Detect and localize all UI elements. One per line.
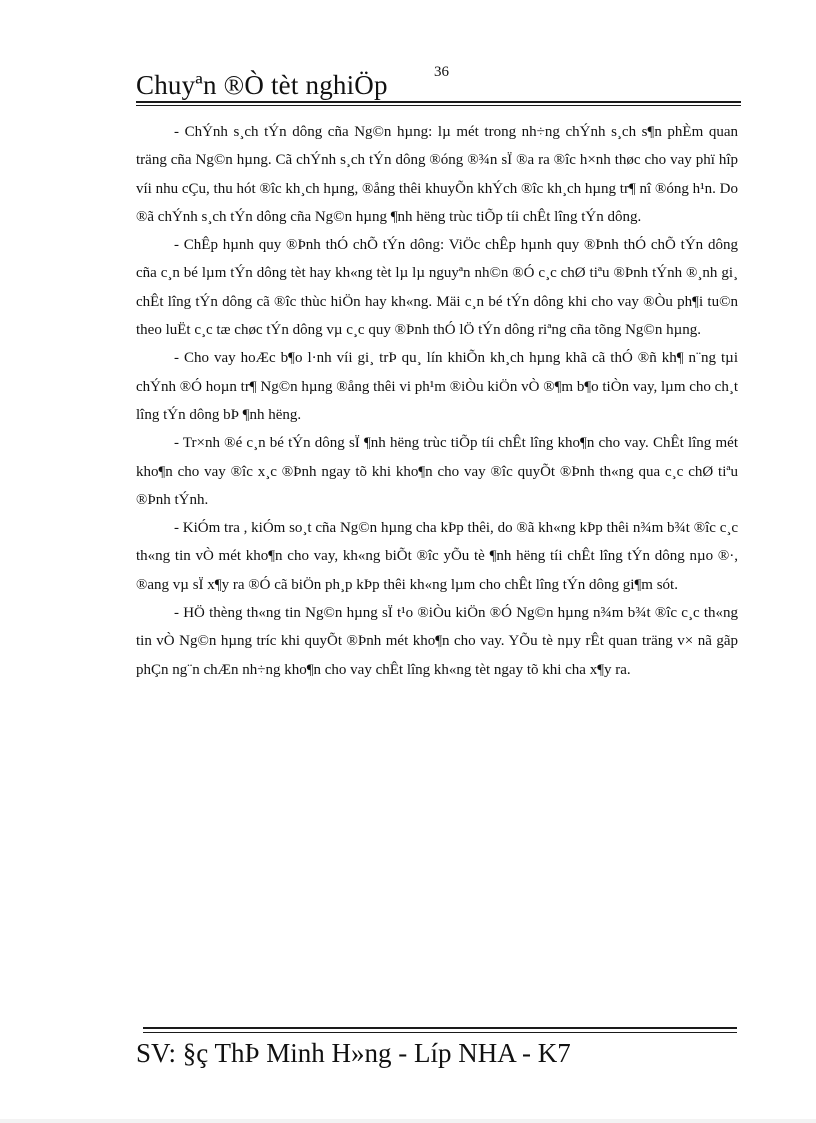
paragraph: - Cho vay hoÆc b¶o l·nh víi gi¸ trÞ qu¸ lín khiÕn kh¸ch hµng khã cã thÓ ®ñ kh¶ n¨ng tµi chÝnh ®Ó hoµn tr¶ Ng©n hµng ®ång thêi vi ph¹m ®iÒu kiÖn vÒ ®¶m b¶o tiÒn vay, lµm cho ch¸t lîng tÝn dông bÞ ¶nh hëng. <box>136 350 738 423</box>
header-divider-thick <box>136 101 741 103</box>
page-bottom-edge <box>0 1119 816 1123</box>
footer-divider-thin <box>143 1032 737 1033</box>
paragraph: - Tr×nh ®é c¸n bé tÝn dông sÏ ¶nh hëng trùc tiÕp tíi chÊt lîng kho¶n cho vay. ChÊt lîng mét kho¶n cho vay ®îc x¸c ®Þnh ngay tõ khi kho¶n cho vay ®îc quyÕt ®Þnh th«ng qua c¸c chØ tiªu ®Þnh tÝnh. <box>136 435 738 508</box>
page-title: Chuyªn ®Ò tèt nghiÖp <box>136 70 388 100</box>
footer-author-line: SV: §ç ThÞ Minh H»ng - Líp NHA - K7 <box>136 1038 571 1068</box>
page-number: 36 <box>434 64 449 80</box>
paragraph: - HÖ thèng th«ng tin Ng©n hµng sÏ t¹o ®iÒu kiÖn ®Ó Ng©n hµng n¾m b¾t ®îc c¸c th«ng tin vÒ Ng©n hµng tríc khi quyÕt ®Þnh mét kho¶n cho vay. YÕu tè nµy rÊt quan träng v× nã gãp phÇn ng¨n chÆn nh÷ng kho¶n cho vay chÊt lîng kh«ng tèt ngay tõ khi cha x¶y ra. <box>136 605 738 678</box>
footer-divider-thick <box>143 1027 737 1029</box>
paragraph: - ChÝnh s¸ch tÝn dông cña Ng©n hµng: lµ mét trong nh÷ng chÝnh s¸ch s¶n phÈm quan träng cña Ng©n hµng. Cã chÝnh s¸ch tÝn dông ®óng ®¾n sÏ ®a ra ®îc h×nh thøc cho vay phï hîp víi nhu cÇu, thu hót ®îc kh¸ch hµng, ®ång thêi khuyÕn khÝch ®îc kh¸ch hµng tr¶ nî ®óng h¹n. Do ®ã chÝnh s¸ch tÝn dông cña Ng©n hµng ¶nh hëng trùc tiÕp tíi chÊt lîng tÝn dông. <box>136 124 738 225</box>
paragraph: - KiÓm tra , kiÓm so¸t cña Ng©n hµng cha kÞp thêi, do ®ã kh«ng kÞp thêi n¾m b¾t ®îc c¸c th«ng tin vÒ mét kho¶n cho vay, kh«ng biÕt ®îc yÕu tè ¶nh hëng tíi chÊt lîng tÝn dông nµo ®·, ®ang vµ sÏ x¶y ra ®Ó cã biÖn ph¸p kÞp thêi kh«ng lµm cho chÊt lîng tÝn dông gi¶m sót. <box>136 520 738 593</box>
body-text <box>136 118 738 684</box>
header-divider-thin <box>136 105 741 106</box>
paragraph: - ChÊp hµnh quy ®Þnh thÓ chÕ tÝn dông: ViÖc chÊp hµnh quy ®Þnh thÓ chÕ tÝn dông cña c¸n bé lµm tÝn dông tèt hay kh«ng tèt lµ lµ nguyªn nh©n ®Ó c¸c chØ tiªu ®Þnh tÝnh ®¸nh gi¸ chÊt lîng tÝn dông cã ®îc thùc hiÖn hay kh«ng. Mäi c¸n bé tÝn dông khi cho vay ®Òu ph¶i tu©n theo luËt c¸c tæ chøc tÝn dông vµ c¸c quy ®Þnh thÓ lÖ tÝn dông riªng cña tõng Ng©n hµng. <box>136 237 738 339</box>
